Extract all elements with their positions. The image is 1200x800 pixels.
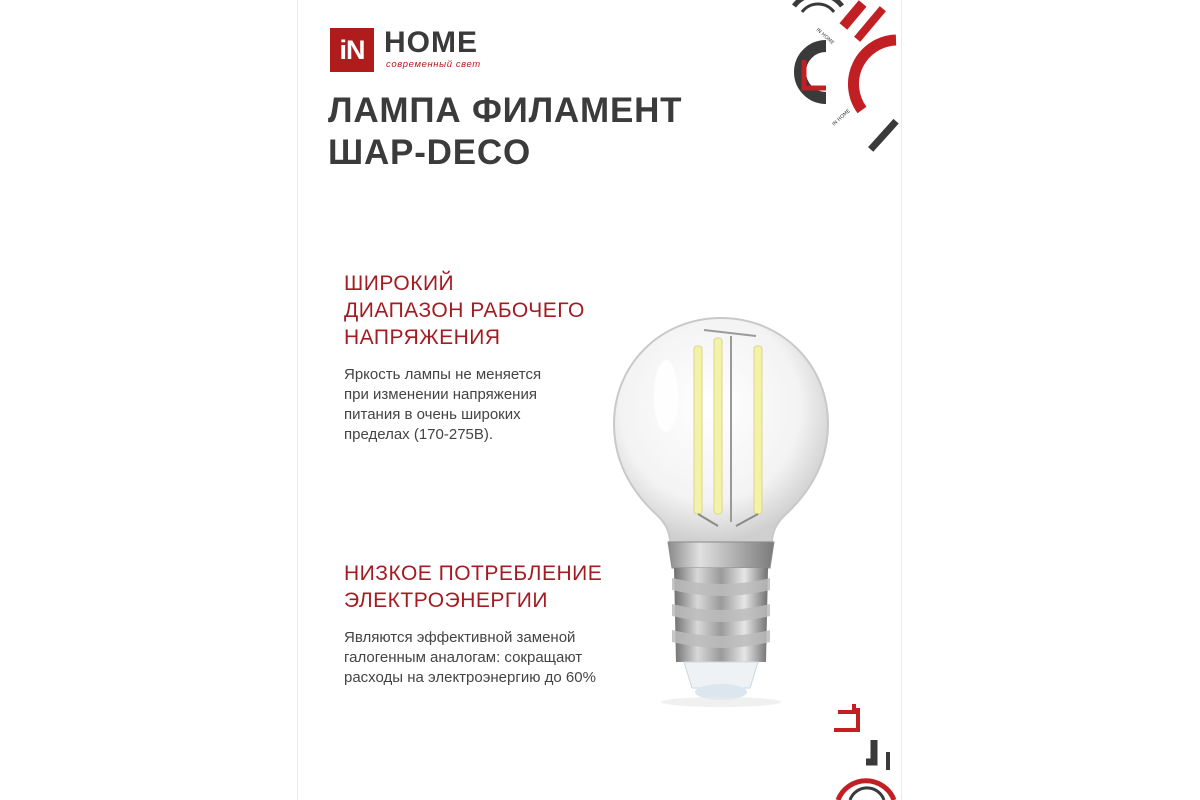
- feature-text-line: при изменении напряжения: [344, 386, 537, 403]
- logo-tagline: современный свет: [386, 59, 481, 70]
- feature-description: [344, 628, 644, 688]
- product-title-line-2: ШАР-DECO: [328, 133, 531, 172]
- feature-heading-line: НИЗКОЕ ПОТРЕБЛЕНИЕ: [344, 562, 603, 585]
- feature-text-line: галогенным аналогам: сокращают: [344, 649, 583, 666]
- feature-description: [344, 365, 644, 445]
- feature-heading: [344, 270, 644, 351]
- product-card: [298, 0, 901, 800]
- feature-text-line: расходы на электроэнергию до 60%: [344, 669, 596, 686]
- product-title: [328, 90, 748, 174]
- feature-text-line: питания в очень широких: [344, 406, 521, 423]
- feature-heading: [344, 560, 644, 614]
- feature-heading-line: ШИРОКИЙ: [344, 272, 455, 295]
- bulb-image: [606, 316, 836, 708]
- arc-decor-icon: [786, 0, 901, 160]
- corner-decor-icon: [818, 700, 901, 800]
- feature-heading-line: ДИАПАЗОН РАБОЧЕГО: [344, 299, 585, 322]
- feature-text-line: Являются эффективной заменой: [344, 629, 576, 646]
- feature-heading-line: ЭЛЕКТРОЭНЕРГИИ: [344, 589, 548, 612]
- feature-energy: [344, 560, 644, 688]
- product-title-line-1: ЛАМПА ФИЛАМЕНТ: [328, 91, 683, 130]
- feature-text-line: Яркость лампы не меняется: [344, 366, 542, 383]
- feature-heading-line: НАПРЯЖЕНИЯ: [344, 326, 501, 349]
- decor-stamp-text: IN HOME: [831, 108, 852, 128]
- logo-brand: HOME: [384, 26, 478, 59]
- decor-stamp-text: IN HOME: [814, 27, 836, 47]
- feature-text-line: пределах (170-275В).: [344, 426, 494, 443]
- logo-mark: iN: [330, 28, 374, 72]
- feature-voltage: [344, 270, 644, 445]
